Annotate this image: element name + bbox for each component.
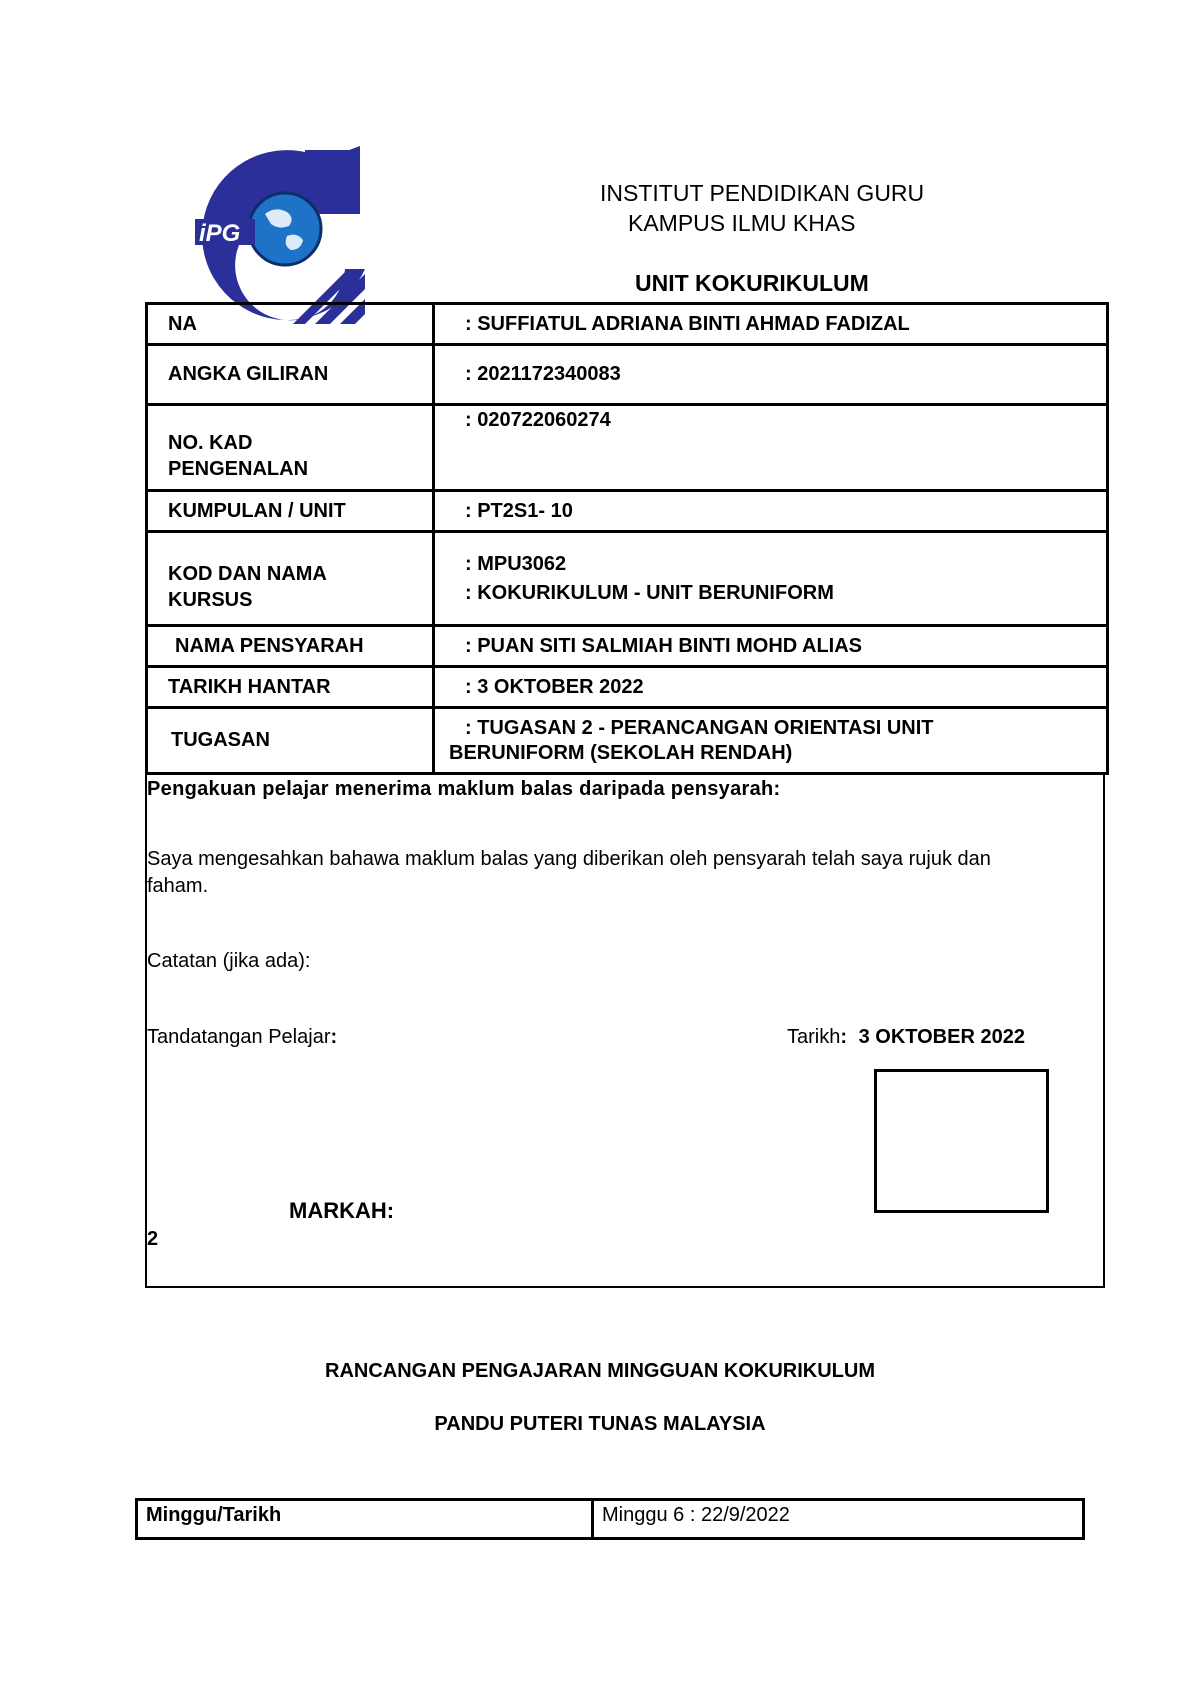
table-row [147, 532, 1108, 626]
ack-heading: Pengakuan pelajar menerima maklum balas daripada pensyarah: [147, 778, 781, 800]
kad-label [147, 405, 434, 491]
date-label: Tarikh [787, 1026, 841, 1048]
tarikh-hantar-label: TARIKH HANTAR [147, 667, 434, 708]
signature-label-text: Tandatangan Pelajar [147, 1026, 331, 1048]
name-value: : SUFFIATUL ADRIANA BINTI AHMAD FADIZAL [434, 304, 1108, 345]
signature-label [147, 1026, 337, 1049]
signature-colon: : [330, 1026, 338, 1048]
tugasan-label: TUGASAN [147, 708, 434, 774]
plan-title: RANCANGAN PENGAJARAN MINGGUAN KOKURIKULUM [325, 1360, 875, 1382]
table-row [147, 405, 1108, 491]
week-table [135, 1498, 1085, 1540]
tugasan-value-line1: : TUGASAN 2 - PERANCANGAN ORIENTASI UNIT [465, 716, 934, 739]
table-row [147, 667, 1108, 708]
table-row [147, 304, 1108, 345]
week-value: Minggu 6 : 22/9/2022 [593, 1500, 1084, 1539]
plan-subtitle: PANDU PUTERI TUNAS MALAYSIA [434, 1413, 766, 1435]
date-value: 3 OKTOBER 2022 [858, 1026, 1025, 1048]
tugasan-value-line2: BERUNIFORM (SEKOLAH RENDAH) [449, 741, 793, 764]
date-colon: : [840, 1026, 848, 1048]
kod-label [147, 532, 434, 626]
name-label: NA [147, 304, 434, 345]
table-row [147, 708, 1108, 774]
week-label: Minggu/Tarikh [137, 1500, 593, 1539]
ack-statement-line1: Saya mengesahkan bahawa maklum balas yang diberikan oleh pensyarah telah saya rujuk dan [147, 848, 991, 870]
kod-value-line2: : KOKURIKULUM - UNIT BERUNIFORM [465, 581, 834, 604]
kad-label-line1: NO. KAD [168, 432, 253, 454]
angka-giliran-value: : 2021172340083 [434, 345, 1108, 405]
angka-giliran-label: ANGKA GILIRAN [147, 345, 434, 405]
acknowledgement-box [145, 772, 1105, 1288]
tarikh-hantar-value: : 3 OKTOBER 2022 [434, 667, 1108, 708]
institute-name: INSTITUT PENDIDIKAN GURU [600, 180, 925, 206]
logo-text: iPG [199, 220, 241, 247]
kod-value [434, 532, 1108, 626]
campus-name: KAMPUS ILMU KHAS [628, 210, 856, 236]
kod-label-line2: KURSUS [168, 589, 253, 611]
table-row [147, 345, 1108, 405]
table-row [147, 491, 1108, 532]
markah-label: MARKAH: [289, 1198, 395, 1223]
tugasan-value [434, 708, 1108, 774]
catatan-label: Catatan (jika ada): [147, 950, 311, 972]
pensyarah-label: NAMA PENSYARAH [147, 626, 434, 667]
table-row [137, 1500, 1084, 1539]
kad-label-line2: PENGENALAN [168, 458, 309, 480]
stamp-box [874, 1069, 1049, 1213]
table-row [147, 626, 1108, 667]
kad-value: : 020722060274 [434, 405, 1108, 491]
kumpulan-label: KUMPULAN / UNIT [147, 491, 434, 532]
unit-title: UNIT KOKURIKULUM [635, 270, 869, 296]
student-info-table [145, 302, 1109, 775]
pensyarah-value: : PUAN SITI SALMIAH BINTI MOHD ALIAS [434, 626, 1108, 667]
ack-statement-line2: faham. [147, 875, 209, 897]
markah-value: 2 [147, 1228, 159, 1250]
kod-value-line1: : MPU3062 [465, 552, 567, 575]
kod-label-line1: KOD DAN NAMA [168, 563, 327, 585]
kumpulan-value: : PT2S1- 10 [434, 491, 1108, 532]
date-field [787, 1026, 1025, 1049]
